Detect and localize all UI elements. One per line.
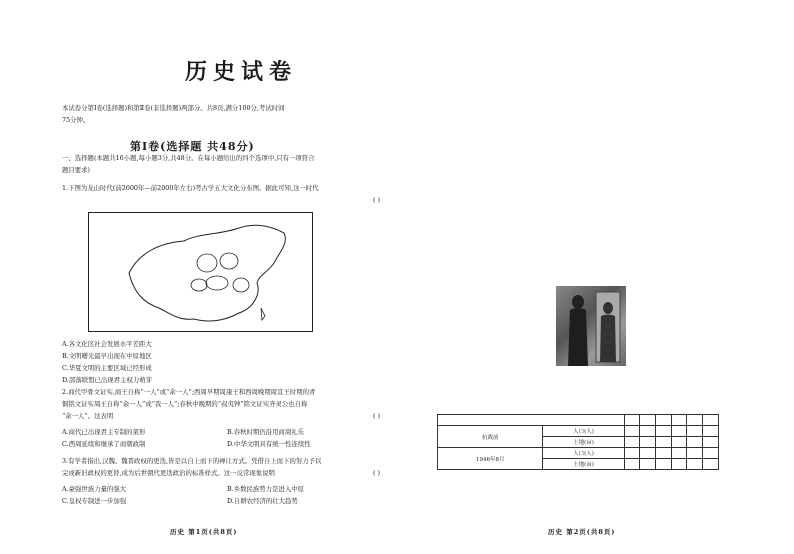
table-row: 土地(亩) [438, 459, 719, 470]
table-row: 1946年8月 人口(人) [438, 448, 719, 459]
left-footer: 历史 第1页(共8页) [170, 528, 238, 536]
exam-title: 历史试卷 [185, 59, 298, 85]
question-1-options: A.各文化区社会发展水平差距大 B.文明曙光最早出现在中原地区 C.华夏文明的主要区域已经形成 D.部落联盟已出现君主权力萌芽 [62, 340, 153, 384]
section-title: 第Ⅰ卷(选择题 共48分) [130, 140, 255, 153]
china-map-icon [88, 212, 313, 332]
question-2-options: A.商代已出现君主专制的架形 B.春秋时期仍沿用商周礼乐 C.西周延续和继承了商朝政制 D.中华文明具有统一性连续性 [62, 428, 311, 448]
table-header-row [438, 415, 719, 426]
choice-instructions: 一、选择题(本题共16小题,每小题3分,共48分。在每小题给出的四个选项中,只有一项符合 题目要求) [62, 154, 315, 174]
question-3-options: A.豪强世族力量的强大 B.乡数民族势力是进入中原 C.皇权专制进一步加强 D.自耕农经济的壮大趋势 [62, 485, 305, 505]
question-3: 3.有学者指出,汉魏、魏晋政权的更迭,皆是以自上而下的禅让方式。凭借自上而下的努力予以 完成新旧政权的更替,成为后世朝代更迭政治的标准样式。这一反常现象说明 ( ) [62, 457, 380, 477]
portrait-photo-icon [556, 286, 626, 366]
data-table [437, 414, 719, 470]
question-1: 1.下图为龙山时代(前2600年—前2000年左右)考古学五大文化分布图。据此可知,这一时代 ( ) [62, 184, 380, 204]
table-row: 土地(亩) [438, 437, 719, 448]
right-page [397, 0, 794, 554]
table-row: 抗战前 人口(人) [438, 426, 719, 437]
right-footer: 历史 第2页(共8页) [548, 528, 616, 536]
question-2: 2.商代甲骨文证实,商王自称“一人”或“余一人”;西周早期周康王和西周晚期周宣王时期的青 铜铭文证实周王自称“余一人”或“我一人”;春秋中晚期的“叔夷钟”铭文证实齐灵公也自称 “余一人”。这表明 ( ) [62, 388, 380, 420]
exam-instructions: 本试卷分第Ⅰ卷(选择题)和第Ⅱ卷(非选择题)两部分。共8页,满分100分,考试时间 75分钟。 [62, 104, 285, 124]
